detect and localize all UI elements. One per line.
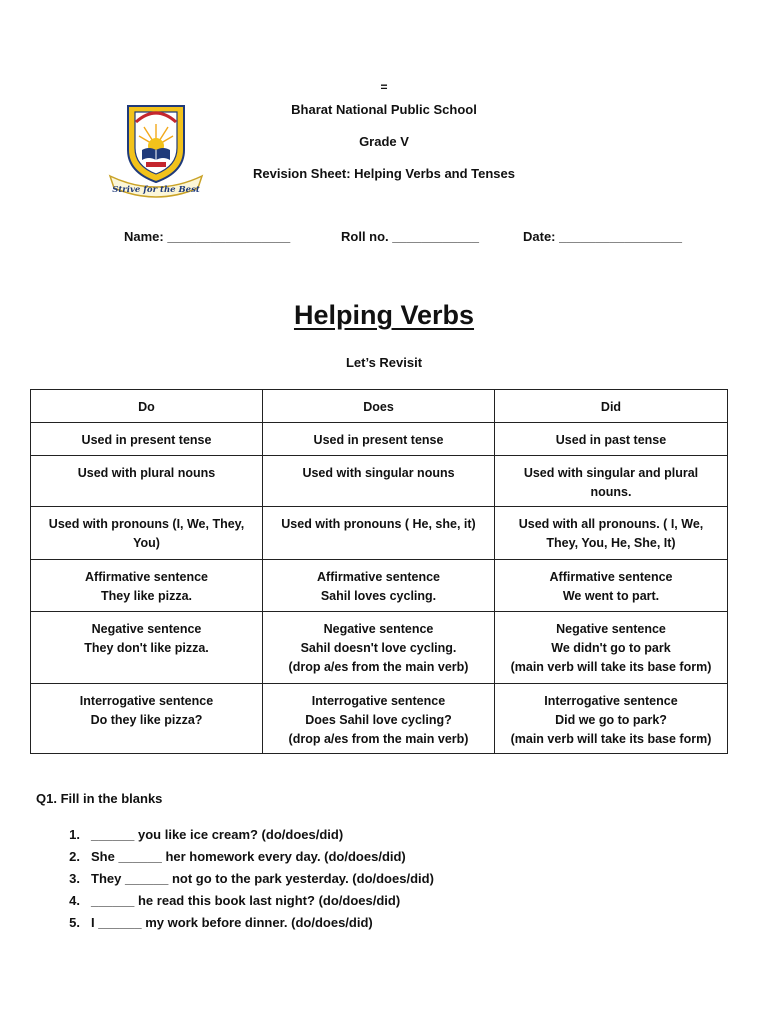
- table-cell-line: Sahil loves cycling.: [320, 589, 437, 603]
- table-cell-line: They, You, He, She, It): [546, 536, 676, 550]
- question-text[interactable]: I ______ my work before dinner. (do/does/did): [91, 915, 373, 930]
- table-cell: [495, 507, 728, 560]
- list-item: [30, 846, 434, 868]
- table-cell-line: Used in present tense: [313, 433, 444, 447]
- table-cell-line: (drop a/es from the main verb): [288, 660, 469, 674]
- table-cell-line: Used in past tense: [555, 433, 667, 447]
- roll-number-field[interactable]: Roll no. ____________: [341, 229, 480, 244]
- item-number: 2.: [69, 849, 80, 864]
- table-cell-line: They don't like pizza.: [84, 641, 209, 655]
- table-cell-line: Used with pronouns (I, We, They,: [48, 517, 245, 531]
- top-mark: =: [380, 80, 388, 94]
- table-cell-line: Interrogative sentence: [79, 694, 214, 708]
- table-cell-line: Used with pronouns ( He, she, it): [281, 517, 476, 531]
- table-cell-line: Used with singular and plural: [523, 466, 699, 480]
- table-cell-line: Do they like pizza?: [90, 713, 203, 727]
- table-header-row: [31, 390, 728, 423]
- table-row: [31, 560, 728, 612]
- sheet-title: Revision Sheet: Helping Verbs and Tenses: [253, 166, 515, 181]
- table-cell-line: Negative sentence: [91, 622, 202, 636]
- table-cell-line: Did we go to park?: [555, 713, 667, 727]
- table-cell: [495, 612, 728, 684]
- table-cell-line: (main verb will take its base form): [510, 660, 712, 674]
- table-row: [31, 456, 728, 507]
- table-cell-line: Interrogative sentence: [544, 694, 678, 708]
- table-header-cell: Do: [31, 390, 263, 423]
- table-row: [31, 612, 728, 684]
- question-text[interactable]: They ______ not go to the park yesterday. (do/does/did): [91, 871, 434, 886]
- table-cell-line: nouns.: [590, 485, 632, 499]
- table-cell-line: Used in present tense: [81, 433, 212, 447]
- table-cell: [31, 612, 263, 684]
- question-text[interactable]: She ______ her homework every day. (do/does/did): [91, 849, 406, 864]
- table-cell-line: You): [133, 536, 160, 550]
- table-cell-line: Does Sahil love cycling?: [305, 713, 452, 727]
- table-cell: [495, 684, 728, 754]
- item-number: 1.: [69, 827, 80, 842]
- table-cell: [495, 423, 728, 456]
- item-number: 5.: [69, 915, 80, 930]
- table-cell-line: Negative sentence: [323, 622, 434, 636]
- table-cell-line: They like pizza.: [100, 589, 192, 603]
- table-cell: [495, 456, 728, 507]
- school-name: Bharat National Public School: [291, 102, 477, 117]
- table-row: [31, 507, 728, 560]
- table-row: [31, 684, 728, 754]
- table-cell: [31, 507, 263, 560]
- question-text[interactable]: ______ you like ice cream? (do/does/did): [91, 827, 344, 842]
- table-cell-line: Affirmative sentence: [317, 570, 440, 584]
- question-text[interactable]: ______ he read this book last night? (do/does/did): [91, 893, 401, 908]
- table-cell: [31, 456, 263, 507]
- list-item: [30, 912, 434, 934]
- table-cell-line: Interrogative sentence: [311, 694, 446, 708]
- table-cell: [263, 612, 495, 684]
- list-item: [30, 824, 434, 846]
- grade-label: Grade V: [359, 134, 409, 149]
- table-cell: [31, 560, 263, 612]
- table-cell-line: (main verb will take its base form): [510, 732, 712, 746]
- table-cell: [263, 507, 495, 560]
- table-cell: [495, 560, 728, 612]
- list-item: [30, 890, 434, 912]
- table-header-cell: Does: [263, 390, 495, 423]
- table-cell: [263, 560, 495, 612]
- table-cell: [263, 684, 495, 754]
- table-cell: [263, 456, 495, 507]
- question-title: Q1. Fill in the blanks: [36, 791, 163, 806]
- table-cell-line: Sahil doesn't love cycling.: [300, 641, 457, 655]
- table-cell-line: Used with all pronouns. ( I, We,: [518, 517, 704, 531]
- table-cell-line: Negative sentence: [556, 622, 666, 636]
- fill-in-blanks-list: [30, 824, 434, 934]
- table-header-cell: Did: [495, 390, 728, 423]
- school-logo-emblem: [106, 98, 206, 198]
- school-logo: [106, 98, 206, 198]
- date-field[interactable]: Date: _________________: [523, 229, 683, 244]
- table-row: [31, 423, 728, 456]
- table-cell-line: Affirmative sentence: [85, 570, 208, 584]
- helping-verbs-table: [30, 389, 728, 754]
- table-cell-line: Used with plural nouns: [77, 466, 216, 480]
- table-cell: [31, 423, 263, 456]
- page-heading: Helping Verbs: [293, 300, 475, 330]
- list-item: [30, 868, 434, 890]
- item-number: 4.: [69, 893, 80, 908]
- table-cell: [263, 423, 495, 456]
- name-field[interactable]: Name: _________________: [124, 229, 291, 244]
- table-cell-line: We didn't go to park: [551, 641, 671, 655]
- item-number: 3.: [69, 871, 80, 886]
- table-cell-line: Used with singular nouns: [302, 466, 455, 480]
- logo-motto: Strive for the Best: [112, 185, 200, 195]
- page-subheading: Let’s Revisit: [345, 355, 423, 370]
- table-cell-line: Affirmative sentence: [549, 570, 673, 584]
- table-cell-line: (drop a/es from the main verb): [288, 732, 469, 746]
- table-cell: [31, 684, 263, 754]
- table-cell-line: We went to part.: [562, 589, 660, 603]
